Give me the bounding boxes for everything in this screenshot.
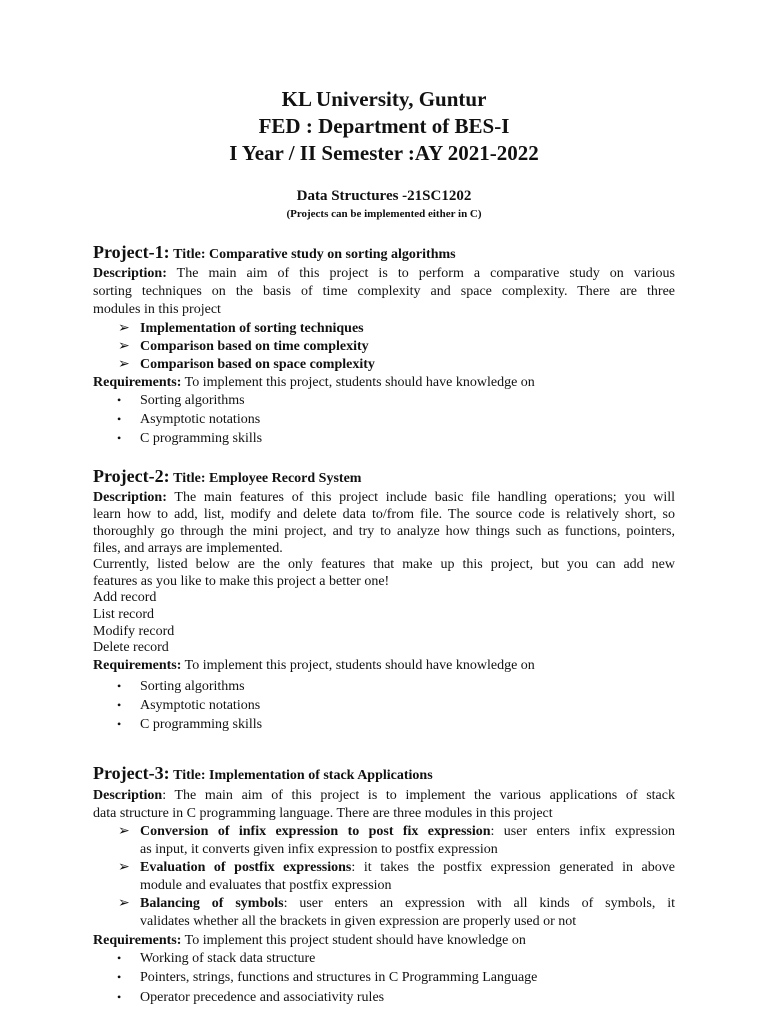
bullet-icon: • [117,990,122,1004]
bullet-icon: • [117,393,122,407]
project3-module-3-cont: validates whether all the brackets in given expression are properly used or not [140,914,577,929]
project2-heading [93,466,361,487]
bullet-icon: • [117,717,122,731]
project1-module-3: Comparison based on space complexity [140,357,375,372]
project3-module-2: Evaluation of postfix expressions: it takes the postfix expression generated in above [140,860,675,875]
arrow-bullet-icon: ➢ [118,860,130,875]
arrow-bullet-icon: ➢ [118,321,130,336]
project3-heading [93,763,433,784]
project1-desc-line-1: Description: The main aim of this project is to perform a comparative study on various [93,266,675,281]
project2-req-label: Requirements: [93,658,182,673]
project3-desc-label: Description [93,788,163,803]
project3-module-1-cont: as input, it converts given infix expression to postfix expression [140,842,498,857]
project3-module-1: Conversion of infix expression to post fix expression: user enters infix expression [140,824,675,839]
project2-desc-line-2: learn how to add, list, modify and delete data to/from file. The source code is relatively short, so [93,507,675,522]
project1-req-item-2: Asymptotic notations [140,412,261,427]
arrow-bullet-icon: ➢ [118,896,130,911]
project1-desc-line-2: sorting techniques on the basis of time complexity and space complexity. There are three [93,284,675,299]
bullet-icon: • [117,951,122,965]
project1-heading [93,242,456,263]
project1-req-item-3: C programming skills [140,431,263,446]
project3-desc-line-1: Description: The main aim of this project is to implement the various applications of stack [93,788,675,803]
project1-desc-label: Description: [93,266,167,281]
project2-req-item-1: Sorting algorithms [140,679,245,694]
project2-req-item-3: C programming skills [140,717,263,732]
project3-desc-line-2: data structure in C programming language. There are three modules in this project [93,806,553,821]
bullet-icon: • [117,412,122,426]
project1-label: Project-1: [93,242,170,262]
project2-desc-line-3: thoroughly go through the mini project, and try to analyze how things such as functions, pointers, [93,524,675,539]
arrow-bullet-icon: ➢ [118,339,130,354]
project2-feature-2: List record [93,607,155,622]
project2-feature-1: Add record [93,590,157,605]
bullet-icon: • [117,431,122,445]
project1-req-label: Requirements: [93,375,182,390]
project3-module-3: Balancing of symbols: user enters an expression with all kinds of symbols, it [140,896,675,911]
university-title: KL University, Guntur [281,87,487,111]
project1-module-2: Comparison based on time complexity [140,339,369,354]
project1-requirements: Requirements: To implement this project, students should have knowledge on [93,375,535,390]
bullet-icon: • [117,679,122,693]
bullet-icon: • [117,698,122,712]
project3-label: Project-3: [93,763,170,783]
project2-desc-line-4: files, and arrays are implemented. [93,541,283,556]
project2-feature-4: Delete record [93,640,169,655]
project2-title: Title: Employee Record System [173,471,362,486]
project2-label: Project-2: [93,466,170,486]
project2-desc-line-5: Currently, listed below are the only features that make up this project, but you can add new [93,557,675,572]
project3-req-item-2: Pointers, strings, functions and structures in C Programming Language [140,970,538,985]
project2-desc-line-6: features as you like to make this project a better one! [93,574,390,589]
arrow-bullet-icon: ➢ [118,357,130,372]
project1-desc-line-3: modules in this project [93,302,221,317]
project2-desc-line-1: Description: The main features of this project include basic file handling operations; you will [93,490,675,505]
project1-title: Title: Comparative study on sorting algorithms [173,247,456,262]
project3-req-label: Requirements: [93,933,182,948]
arrow-bullet-icon: ➢ [118,824,130,839]
course-note: (Projects can be implemented either in C) [286,208,482,220]
project3-req-item-1: Working of stack data structure [140,951,316,966]
department-title: FED : Department of BES-I [258,114,510,138]
project2-req-item-2: Asymptotic notations [140,698,261,713]
project3-req-item-3: Operator precedence and associativity rules [140,990,385,1005]
project3-title: Title: Implementation of stack Applications [173,768,433,783]
project2-desc-label: Description: [93,490,167,505]
project2-requirements: Requirements: To implement this project, students should have knowledge on [93,658,535,673]
course-title: Data Structures -21SC1202 [296,188,472,204]
bullet-icon: • [117,970,122,984]
project3-requirements: Requirements: To implement this project student should have knowledge on [93,933,526,948]
project3-module-2-cont: module and evaluates that postfix expression [140,878,392,893]
semester-title: I Year / II Semester :AY 2021-2022 [229,141,539,165]
project1-req-item-1: Sorting algorithms [140,393,245,408]
project1-module-1: Implementation of sorting techniques [140,321,364,336]
project2-feature-3: Modify record [93,624,175,639]
